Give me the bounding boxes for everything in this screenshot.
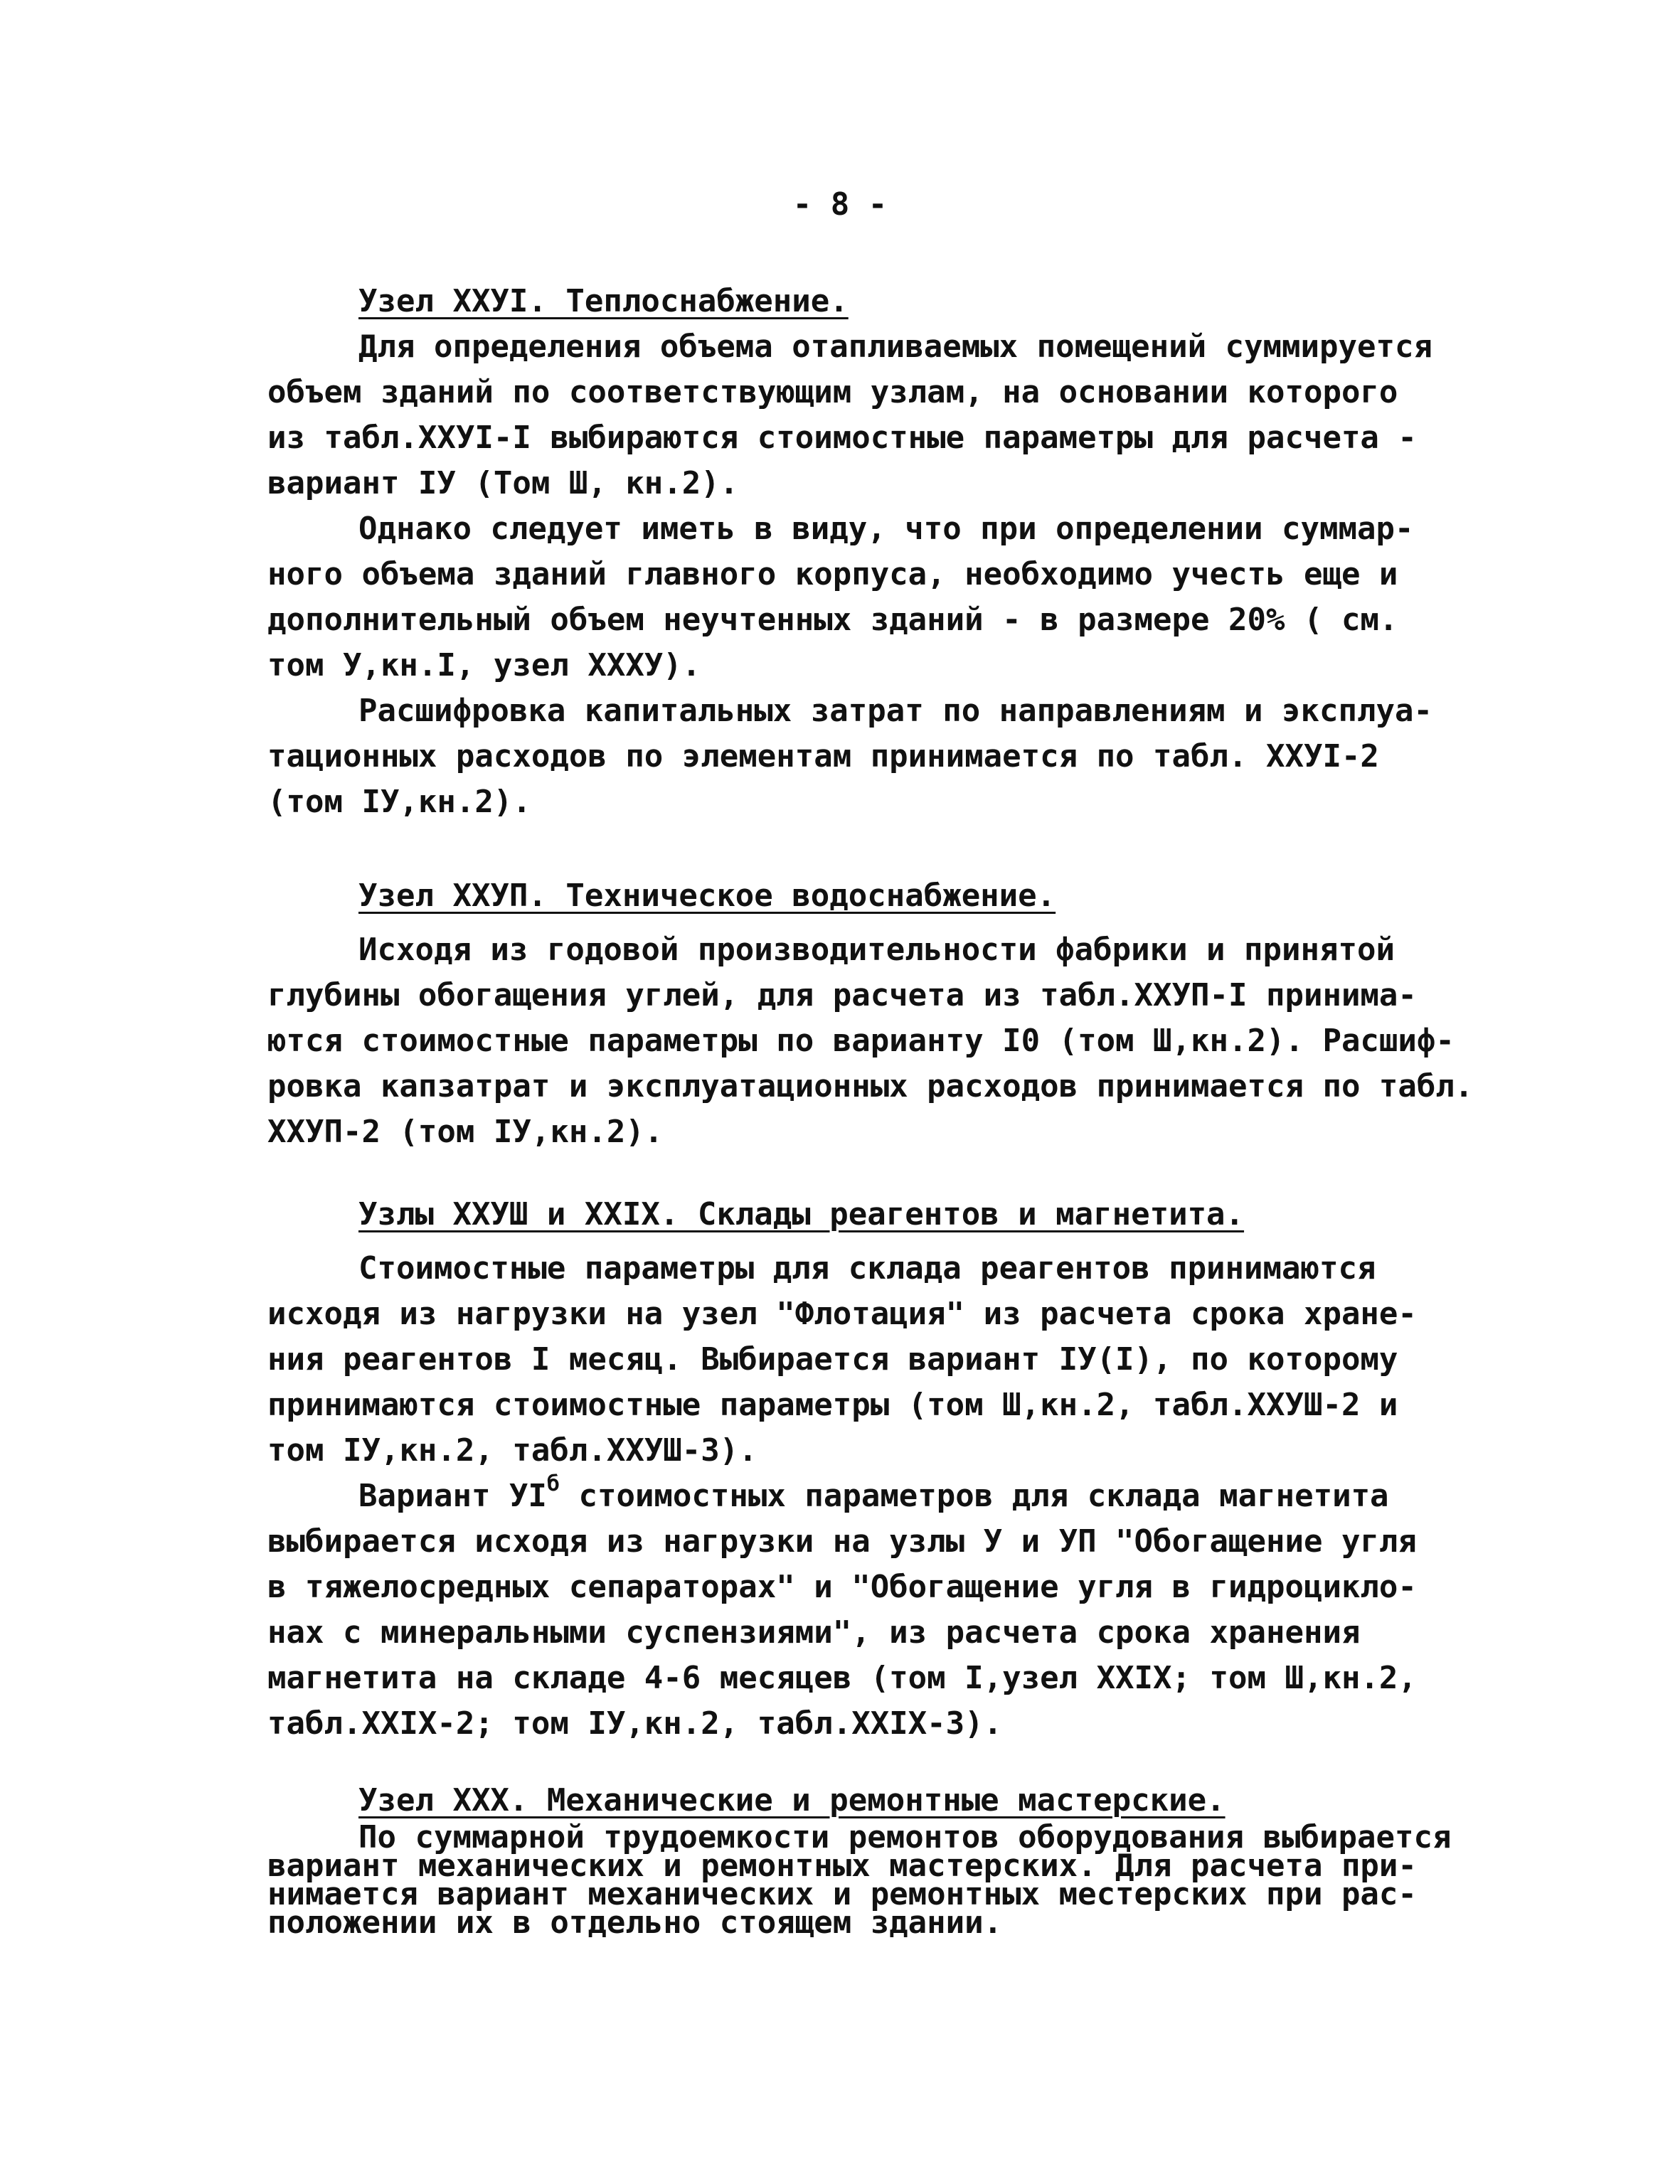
text-line: вариант механических и ремонтных мастерских. Для расчета при- xyxy=(267,1848,1417,1884)
text-line: том IУ,кн.2, табл.XXУШ-3). xyxy=(267,1432,757,1469)
section-heat-supply xyxy=(267,279,1448,825)
section-workshops xyxy=(267,1778,1452,1941)
text-line: объем зданий по соответствующим узлам, на основании которого xyxy=(267,374,1398,410)
section-heading: Узел XXX. Механические и ремонтные мастерские. xyxy=(358,1782,1226,1818)
paragraph xyxy=(267,324,1448,506)
text-line: Расшифровка капитальных затрат по направлениям и эксплуа- xyxy=(358,693,1432,729)
paragraph xyxy=(267,1471,1448,1747)
text-line: исходя из нагрузки на узел "Флотация" из расчета срока хране- xyxy=(267,1296,1417,1332)
section-water-supply xyxy=(267,873,1474,1155)
text-line: Однако следует иметь в виду, что при определении суммар- xyxy=(358,511,1414,547)
text-line: принимаются стоимостные параметры (том Ш,кн.2, табл.XXУШ-2 и xyxy=(267,1387,1398,1423)
text-line: из табл.XXУI-I выбираются стоимостные параметры для расчета - xyxy=(267,420,1417,456)
paragraph xyxy=(267,1246,1448,1474)
page-number: - 8 - xyxy=(792,186,888,223)
text-line: вариант IУ (Том Ш, кн.2). xyxy=(267,465,739,501)
text-line: По суммарной трудоемкости ремонтов оборудования выбирается xyxy=(358,1819,1452,1855)
text-line: Для определения объема отапливаемых помещений суммируется xyxy=(358,329,1432,365)
text-line: нах с минеральными суспензиями", из расчета срока хранения xyxy=(267,1614,1361,1651)
section-heading: Узел XXУI. Теплоснабжение. xyxy=(358,283,849,319)
text-line: тационных расходов по элементам принимается по табл. XXУI-2 xyxy=(267,738,1379,774)
text-line: положении их в отдельно стоящем здании. xyxy=(267,1905,1003,1941)
variant-text: стоимостных параметров для склада магнетита xyxy=(578,1478,1389,1514)
text-line: выбирается исходя из нагрузки на узлы У и УП "Обогащение угля xyxy=(267,1523,1417,1560)
paragraph xyxy=(267,506,1448,688)
variant-superscript: б xyxy=(546,1471,560,1496)
text-line: ются стоимостные параметры по варианту I0 (том Ш,кн.2). Расшиф- xyxy=(267,1023,1455,1059)
text-line: магнетита на складе 4-6 месяцев (том I,узел XXIX; том Ш,кн.2, xyxy=(267,1660,1417,1696)
text-line xyxy=(267,1471,1448,1519)
text-line: табл.XXIX-2; том IУ,кн.2, табл.XXIX-3). xyxy=(267,1705,1003,1742)
text-line: нимается вариант механических и ремонтных местерских при рас- xyxy=(267,1876,1417,1912)
text-line: ровка капзатрат и эксплуатационных расходов принимается по табл. xyxy=(267,1068,1474,1104)
text-line: в тяжелосредных сепараторах" и "Обогащение угля в гидроцикло- xyxy=(267,1569,1417,1605)
text-line: том У,кн.I, узел XXXУ). xyxy=(267,647,701,683)
text-line: дополнительный объем неучтенных зданий - в размере 20% ( см. xyxy=(267,602,1398,638)
paragraph xyxy=(267,927,1474,1155)
text-line: (том IУ,кн.2). xyxy=(267,784,531,820)
text-line: Исходя из годовой производительности фабрики и принятой xyxy=(358,932,1395,968)
paragraph xyxy=(267,688,1448,825)
section-warehouses xyxy=(267,1192,1448,1747)
section-heading: Узлы XXУШ и XXIX. Склады реагентов и магнетита. xyxy=(358,1196,1245,1232)
section-heading: Узел XXУП. Техническое водоснабжение. xyxy=(358,878,1056,914)
paragraph xyxy=(267,1819,1452,1941)
text-line: Стоимостные параметры для склада реагентов принимаются xyxy=(358,1250,1376,1287)
text-line: ного объема зданий главного корпуса, необходимо учесть еще и xyxy=(267,556,1398,592)
text-line: ния реагентов I месяц. Выбирается вариант IУ(I), по которому xyxy=(267,1341,1398,1378)
variant-label: Вариант УI xyxy=(358,1478,547,1514)
text-line: XXУП-2 (том IУ,кн.2). xyxy=(267,1114,664,1150)
text-line: глубины обогащения углей, для расчета из табл.XXУП-I принима- xyxy=(267,977,1417,1013)
